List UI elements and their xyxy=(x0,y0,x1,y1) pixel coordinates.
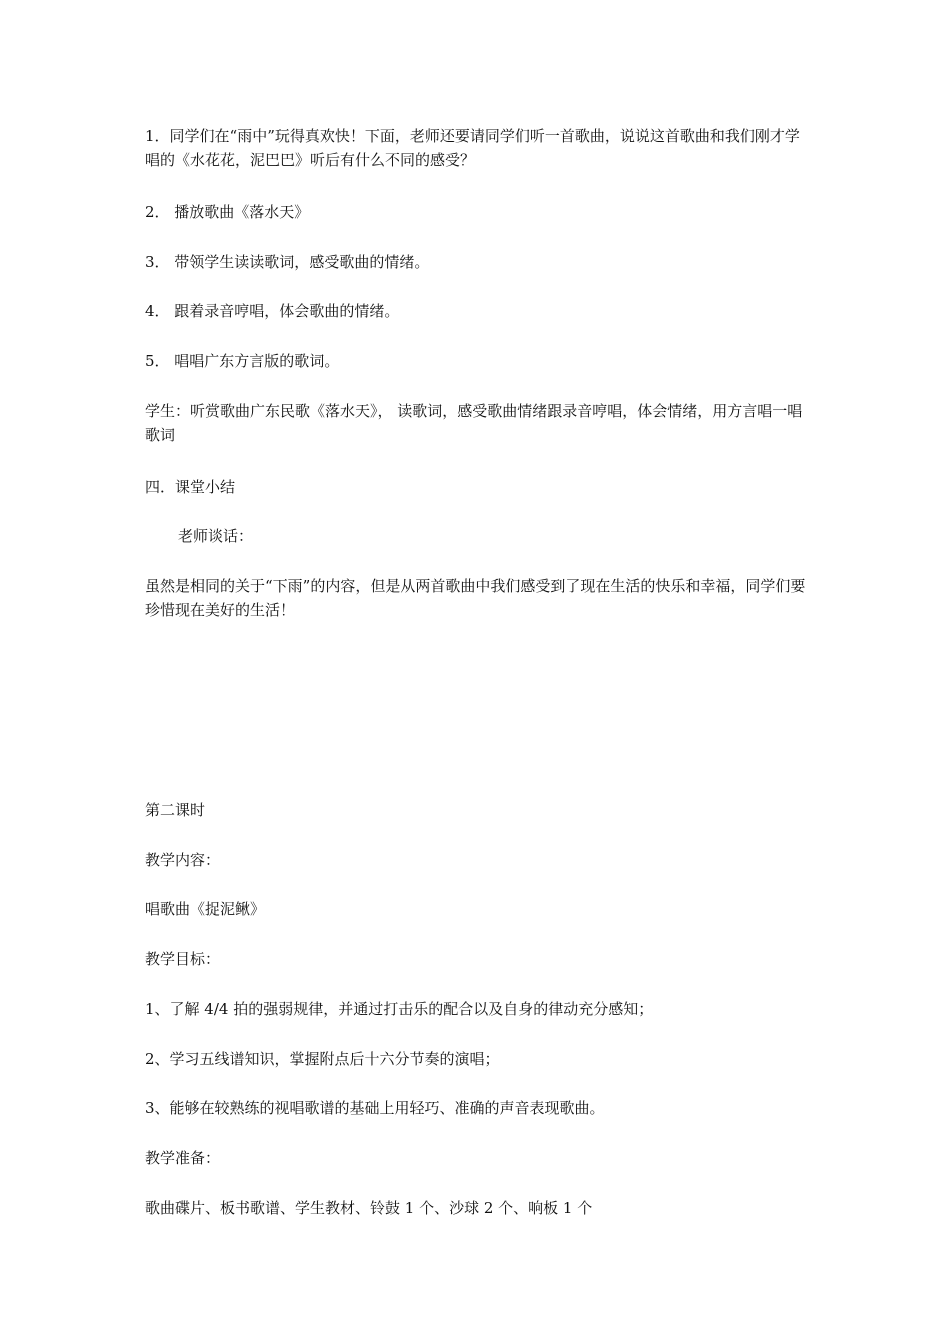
teaching-goals-label: 教学目标： xyxy=(145,950,221,968)
lesson-two-title: 第二课时 xyxy=(145,801,206,819)
teaching-content-label: 教学内容： xyxy=(145,851,221,869)
paragraph-intro-question: 1．同学们在“雨中”玩得真欢快！下面，老师还要请同学们听一首歌曲，说说这首歌曲和我们刚才学唱的《水花花，泥巴巴》听后有什么不同的感受？ xyxy=(145,127,800,169)
student-activity: 学生：听赏歌曲广东民歌《落水天》， 读歌词，感受歌曲情绪跟录音哼唱，体会情绪，用方言唱一唱歌词 xyxy=(145,402,803,444)
teaching-content: 唱歌曲《捉泥鳅》 xyxy=(145,900,266,918)
step-sing-dialect: 5． 唱唱广东方言版的歌词。 xyxy=(145,352,340,370)
goal-item-1: 1、了解 4/4 拍的强弱规律，并通过打击乐的配合以及自身的律动充分感知； xyxy=(145,1000,654,1018)
teacher-talk-label: 老师谈话： xyxy=(178,527,254,545)
summary-paragraph: 虽然是相同的关于“下雨”的内容，但是从两首歌曲中我们感受到了现在生活的快乐和幸福，同学们要珍惜现在美好的生活！ xyxy=(145,577,806,619)
goal-item-2: 2、学习五线谱知识，掌握附点后十六分节奏的演唱； xyxy=(145,1050,500,1068)
step-play-song: 2． 播放歌曲《落水天》 xyxy=(145,203,310,221)
goal-item-3: 3、能够在较熟练的视唱歌谱的基础上用轻巧、准确的声音表现歌曲。 xyxy=(145,1099,605,1117)
step-hum-along: 4． 跟着录音哼唱，体会歌曲的情绪。 xyxy=(145,302,400,320)
teaching-prep-items: 歌曲碟片、板书歌谱、学生教材、铃鼓 1 个、沙球 2 个、响板 1 个 xyxy=(145,1199,593,1217)
teaching-prep-label: 教学准备： xyxy=(145,1149,221,1167)
section-heading-summary: 四．课堂小结 xyxy=(145,478,236,496)
step-read-lyrics: 3． 带领学生读读歌词，感受歌曲的情绪。 xyxy=(145,253,430,271)
